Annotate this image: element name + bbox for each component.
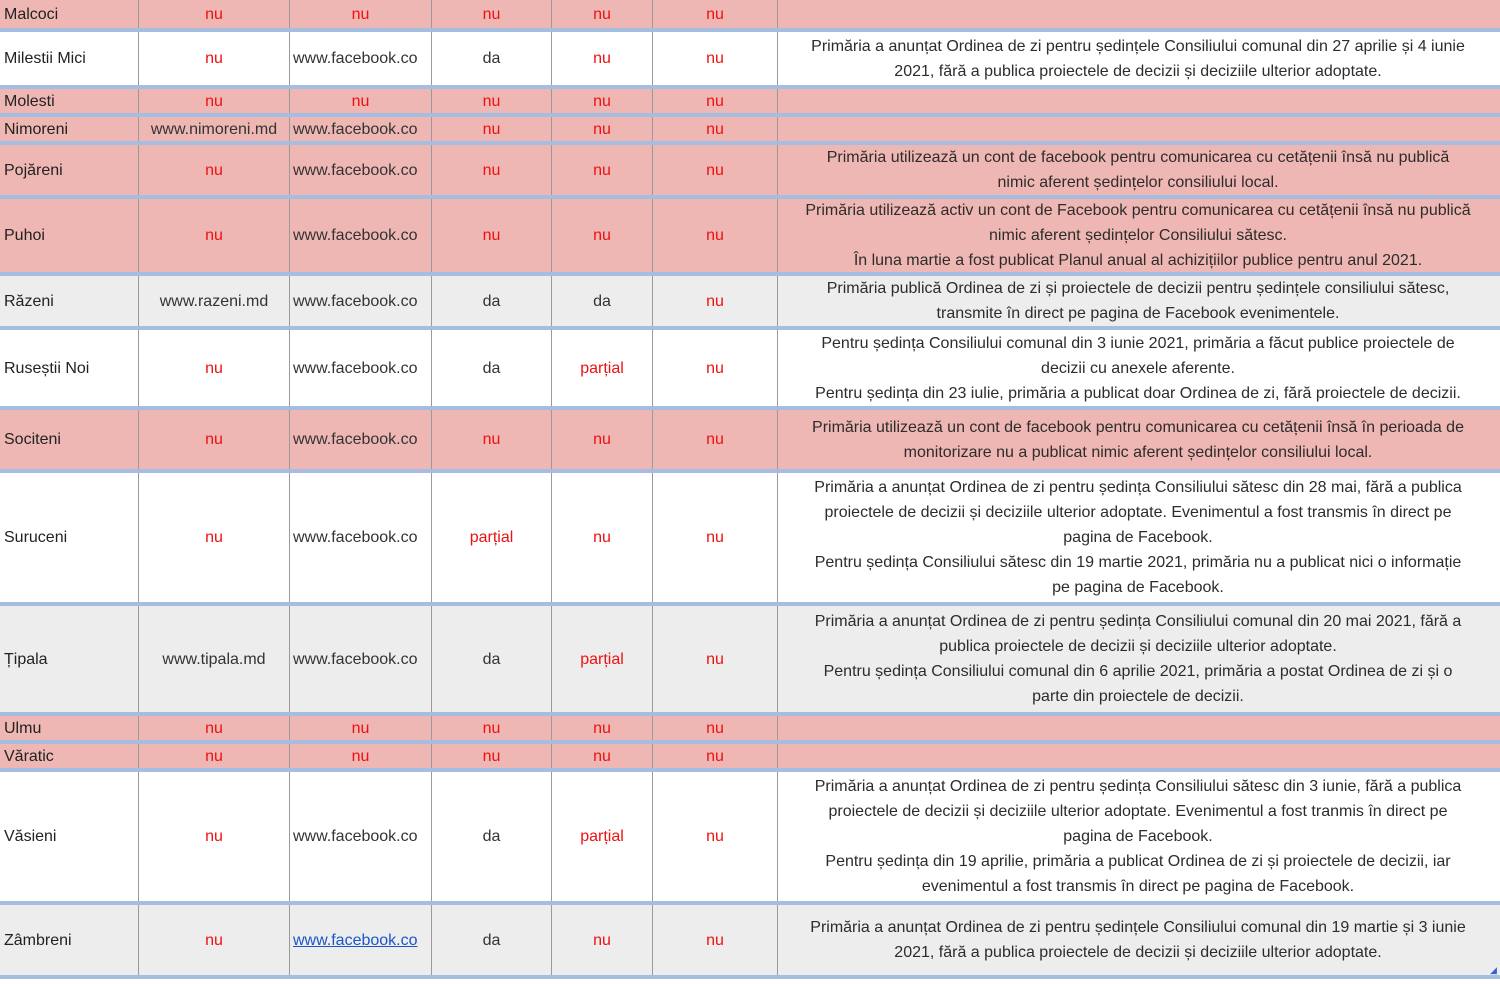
cell-description[interactable] [778,0,1500,28]
description-line: Primăria a anunțat Ordinea de zi pentru ședințele Consiliului comunal din 27 aprilie și 4 iunie [811,37,1465,55]
cell-decisions[interactable]: nu [653,905,778,975]
cell-description[interactable] [778,32,1500,85]
cell-description[interactable] [778,89,1500,113]
cell-agenda[interactable]: da [432,330,552,406]
cell-agenda[interactable]: nu [432,199,552,272]
cell-facebook[interactable]: nu [290,89,432,113]
cell-description[interactable] [778,199,1500,272]
cell-website[interactable]: www.razeni.md [139,276,290,326]
cell-locality[interactable]: Țipala [0,606,139,712]
description-line: În luna martie a fost publicat Planul anual al achizițiilor publice pentru anul 2021. [853,252,1423,269]
cell-website[interactable]: nu [139,473,290,602]
cell-locality[interactable]: Ulmu [0,716,139,740]
cell-description[interactable] [778,117,1500,141]
description-line: proiectele de decizii și deciziile ulterior adoptate. Evenimentul a fost transmis în direct pe [824,504,1452,521]
cell-decisions[interactable]: nu [653,117,778,141]
cell-website[interactable]: nu [139,32,290,85]
cell-website[interactable]: nu [139,330,290,406]
cell-locality[interactable]: Pojăreni [0,145,139,195]
cell-decisions[interactable]: nu [653,410,778,469]
cell-drafts[interactable]: da [552,276,653,326]
cell-drafts[interactable]: parțial [552,330,653,406]
description-line: Pentru ședința din 23 iulie, primăria a publicat doar Ordinea de zi, fără proiectele de decizii. [815,384,1461,402]
cell-decisions[interactable]: nu [653,716,778,740]
table-row[interactable] [0,276,1500,330]
cell-facebook-link[interactable]: www.facebook.co [290,905,432,975]
table-row[interactable] [0,32,1500,89]
description-line: decizii cu anexele aferente. [1041,359,1235,377]
description-line: pagina de Facebook. [1063,529,1213,546]
description-line: Primăria utilizează activ un cont de Facebook pentru comunicarea cu cetățenii însă nu publică [805,202,1471,219]
description-line: Primăria utilizează un cont de facebook pentru comunicarea cu cetățenii însă nu publică [826,149,1450,166]
description-line: transmite în direct pe pagina de Facebook evenimentele. [936,305,1340,322]
cell-facebook[interactable]: www.facebook.co [290,606,432,712]
cell-facebook[interactable]: www.facebook.co [290,117,432,141]
cell-drafts[interactable]: nu [552,744,653,768]
table-row[interactable] [0,89,1500,117]
table-row[interactable] [0,606,1500,716]
cell-drafts[interactable]: nu [552,410,653,469]
description-line: publica proiectele de decizii și deciziile ulterior adoptate. [939,638,1337,655]
description-line: Primăria utilizează un cont de facebook pentru comunicarea cu cetățenii însă în perioada de [812,418,1464,436]
cell-description[interactable] [778,410,1500,469]
cell-website[interactable]: nu [139,199,290,272]
cell-website[interactable]: nu [139,716,290,740]
cell-facebook[interactable]: www.facebook.co [290,473,432,602]
cell-drafts[interactable]: parțial [552,606,653,712]
cell-facebook[interactable]: www.facebook.co [290,32,432,85]
table-row[interactable] [0,772,1500,905]
description-line: pe pagina de Facebook. [1052,579,1224,596]
description-line: Primăria a anunțat Ordinea de zi pentru ședința Consiliului sătesc din 3 iunie, fără a publica [814,778,1462,795]
cell-agenda[interactable]: da [432,276,552,326]
cell-locality[interactable]: Milestii Mici [0,32,139,85]
description-line: parte din proiectele de decizii. [1032,688,1244,705]
table-row[interactable] [0,199,1500,276]
cell-website[interactable]: nu [139,772,290,901]
cell-drafts[interactable]: nu [552,473,653,602]
cell-facebook[interactable]: www.facebook.co [290,410,432,469]
cell-locality[interactable]: Văsieni [0,772,139,901]
cell-agenda[interactable]: da [432,905,552,975]
description-line: 2021, fără a publica proiectele de decizii și deciziile ulterior adoptate. [894,944,1382,961]
cell-decisions[interactable]: nu [653,606,778,712]
cell-agenda[interactable]: parțial [432,473,552,602]
cell-locality[interactable]: Ruseștii Noi [0,330,139,406]
cell-facebook[interactable]: www.facebook.co [290,145,432,195]
cell-locality[interactable]: Suruceni [0,473,139,602]
cell-decisions[interactable]: nu [653,199,778,272]
cell-locality[interactable]: Puhoi [0,199,139,272]
table-row[interactable] [0,716,1500,744]
cell-decisions[interactable]: nu [653,145,778,195]
cell-agenda[interactable]: nu [432,117,552,141]
cell-decisions[interactable]: nu [653,330,778,406]
cell-description[interactable] [778,473,1500,602]
cell-agenda[interactable]: da [432,32,552,85]
cell-decisions[interactable]: nu [653,473,778,602]
cell-description[interactable] [778,276,1500,326]
cell-locality[interactable]: Molesti [0,89,139,113]
description-line: Pentru ședința Consiliului comunal din 3 iunie 2021, primăria a făcut publice proiectele de [821,334,1455,352]
cell-facebook[interactable]: nu [290,0,432,28]
cell-agenda[interactable]: nu [432,410,552,469]
cell-agenda[interactable]: nu [432,89,552,113]
cell-locality[interactable]: Malcoci [0,0,139,28]
cell-website[interactable]: nu [139,410,290,469]
cell-description[interactable] [778,744,1500,768]
cell-website[interactable]: nu [139,744,290,768]
cell-locality[interactable]: Văratic [0,744,139,768]
cell-agenda[interactable]: nu [432,0,552,28]
description-line: Pentru ședința Consiliului sătesc din 19 martie 2021, primăria nu a publicat nici o informație [814,554,1462,571]
cell-description[interactable] [778,772,1500,901]
cell-drafts[interactable]: nu [552,145,653,195]
description-line: nimic aferent ședințelor consiliului local. [997,174,1279,191]
description-line: Primăria publică Ordinea de zi și proiectele de decizii pentru ședințele consiliului sătesc, [826,280,1450,297]
cell-agenda[interactable]: nu [432,744,552,768]
cell-locality[interactable]: Sociteni [0,410,139,469]
cell-agenda[interactable]: da [432,606,552,712]
cell-drafts[interactable]: nu [552,32,653,85]
table-row[interactable] [0,330,1500,410]
cell-drafts[interactable]: parțial [552,772,653,901]
table-row[interactable] [0,117,1500,145]
cell-website[interactable]: nu [139,89,290,113]
table-row[interactable] [0,145,1500,199]
cell-website[interactable]: www.nimoreni.md [139,117,290,141]
cell-description[interactable] [778,905,1500,975]
cell-facebook[interactable]: www.facebook.co [290,330,432,406]
cell-decisions[interactable]: nu [653,744,778,768]
cell-drafts[interactable]: nu [552,905,653,975]
cell-description[interactable] [778,330,1500,406]
cell-decisions[interactable]: nu [653,32,778,85]
cell-drafts[interactable]: nu [552,199,653,272]
cell-description[interactable] [778,145,1500,195]
cell-agenda[interactable]: nu [432,145,552,195]
description-line: nimic aferent ședințelor Consiliului sătesc. [989,227,1287,244]
description-line: proiectele de decizii și deciziile ulterior adoptate. Evenimentul a fost tranmis în direct pe [828,803,1448,820]
cell-facebook[interactable]: www.facebook.co [290,276,432,326]
table-row[interactable] [0,0,1500,32]
cell-website[interactable]: nu [139,905,290,975]
cell-agenda[interactable]: nu [432,716,552,740]
resize-handle-icon[interactable]: ◢ [1490,965,1497,975]
cell-facebook[interactable]: www.facebook.co [290,772,432,901]
cell-description[interactable] [778,606,1500,712]
table-row[interactable] [0,744,1500,772]
cell-drafts[interactable]: nu [552,716,653,740]
description-line: Primăria a anunțat Ordinea de zi pentru ședința Consiliului sătesc din 28 mai, fără a publica [814,479,1462,496]
cell-drafts[interactable]: nu [552,117,653,141]
cell-decisions[interactable]: nu [653,772,778,901]
description-line: Primăria a anunțat Ordinea de zi pentru ședința Consiliului comunal din 20 mai 2021, fără a [814,613,1462,630]
description-line: evenimentul a fost transmis în direct pe pagina de Facebook. [921,878,1355,895]
cell-decisions[interactable]: nu [653,276,778,326]
cell-decisions[interactable]: nu [653,89,778,113]
cell-drafts[interactable]: nu [552,89,653,113]
cell-description[interactable] [778,716,1500,740]
description-line: monitorizare nu a publicat nimic aferent ședințelor consiliului local. [903,443,1373,461]
cell-agenda[interactable]: da [432,772,552,901]
description-line: Pentru ședința Consiliului comunal din 6 aprilie 2021, primăria a postat Ordinea de zi și o [823,663,1453,680]
cell-facebook[interactable]: nu [290,716,432,740]
table-row[interactable] [0,473,1500,606]
table-row[interactable] [0,410,1500,473]
description-line: 2021, fără a publica proiectele de decizii și deciziile ulterior adoptate. [894,62,1382,80]
cell-website[interactable]: nu [139,145,290,195]
cell-facebook[interactable]: nu [290,744,432,768]
description-line: Pentru ședința din 19 aprilie, primăria a publicat Ordinea de zi și proiectele de decizii, iar [825,853,1451,870]
cell-facebook[interactable]: www.facebook.co [290,199,432,272]
cell-website[interactable]: www.tipala.md [139,606,290,712]
cell-decisions[interactable]: nu [653,0,778,28]
cell-drafts[interactable]: nu [552,0,653,28]
cell-locality[interactable]: Nimoreni [0,117,139,141]
cell-locality[interactable]: Zâmbreni [0,905,139,975]
table-row[interactable] [0,905,1500,979]
cell-locality[interactable]: Răzeni [0,276,139,326]
description-line: pagina de Facebook. [1063,828,1213,845]
cell-website[interactable]: nu [139,0,290,28]
description-line: Primăria a anunțat Ordinea de zi pentru ședințele Consiliului comunal din 19 martie și 3 iunie [810,919,1466,936]
